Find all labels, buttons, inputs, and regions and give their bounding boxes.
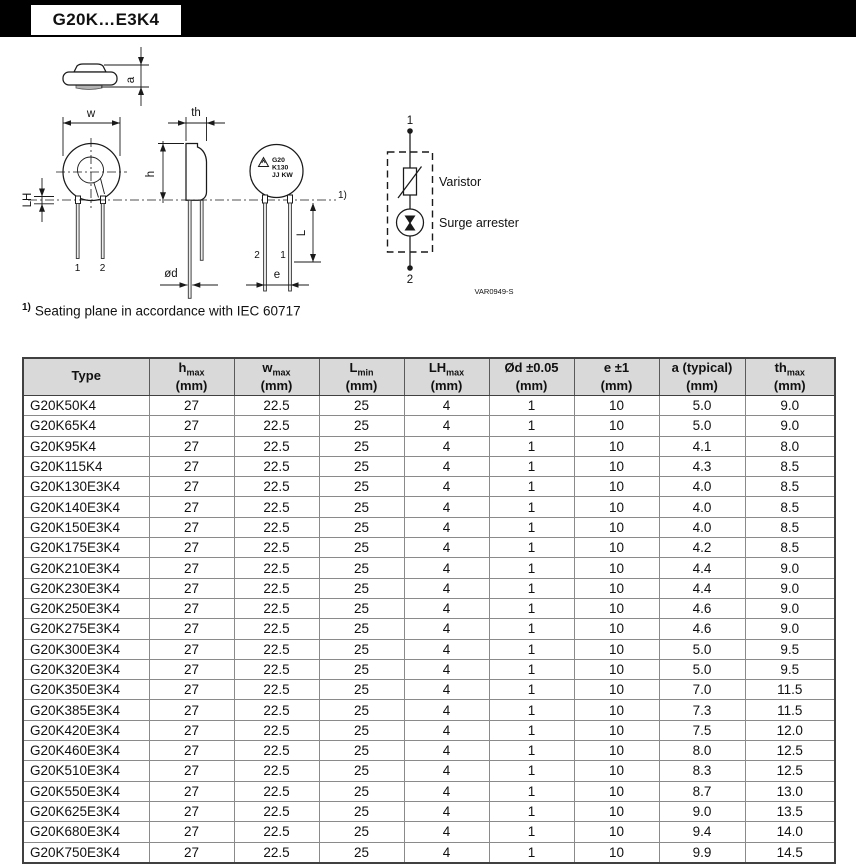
table-row	[23, 497, 835, 517]
wmax-cell: 22.5	[234, 781, 319, 801]
thmax-cell: 12.0	[745, 720, 835, 740]
diameter-cell: 1	[489, 416, 574, 436]
diameter-cell: 1	[489, 477, 574, 497]
hmax-cell: 27	[149, 517, 234, 537]
wmax-cell: 22.5	[234, 456, 319, 476]
col-header-e: e ±1 (mm)	[574, 358, 659, 395]
type-cell: G20K385E3K4	[23, 700, 149, 720]
marking-line-3: JJ KW	[272, 172, 293, 179]
type-cell: G20K130E3K4	[23, 477, 149, 497]
type-cell: G20K175E3K4	[23, 538, 149, 558]
table-row	[23, 538, 835, 558]
thmax-cell: 14.0	[745, 822, 835, 842]
lhmax-cell: 4	[404, 395, 489, 415]
thmax-cell: 9.0	[745, 558, 835, 578]
lmin-cell: 25	[319, 720, 404, 740]
col-header-lmin: $L_{min}$ (mm)	[319, 358, 404, 395]
lhmax-cell: 4	[404, 720, 489, 740]
lhmax-cell: 4	[404, 680, 489, 700]
terminal-2-dot	[407, 265, 413, 271]
a-typical-cell: 4.4	[659, 558, 745, 578]
col-header-thmax: $th_{max}$ (mm)	[745, 358, 835, 395]
dimensions-table-wrapper	[22, 357, 836, 864]
diameter-cell: 1	[489, 700, 574, 720]
hmax-cell: 27	[149, 700, 234, 720]
a-typical-cell: 5.0	[659, 659, 745, 679]
side-view	[145, 107, 225, 298]
a-typical-cell: 9.9	[659, 842, 745, 863]
front-lead-1-label: 1	[74, 263, 81, 274]
thmax-cell: 9.0	[745, 578, 835, 598]
type-cell: G20K320E3K4	[23, 659, 149, 679]
hmax-cell: 27	[149, 801, 234, 821]
table-row	[23, 619, 835, 639]
marking-line-2: K130	[272, 164, 289, 172]
lhmax-cell: 4	[404, 700, 489, 720]
dim-a-label: a	[125, 76, 137, 84]
table-row	[23, 842, 835, 863]
wmax-cell: 22.5	[234, 477, 319, 497]
col-header-diameter: Ød ±0.05 (mm)	[489, 358, 574, 395]
diameter-cell: 1	[489, 497, 574, 517]
lhmax-cell: 4	[404, 761, 489, 781]
diameter-cell: 1	[489, 619, 574, 639]
col-header-type: Type	[23, 358, 149, 395]
circuit-symbol	[388, 115, 519, 296]
lmin-cell: 25	[319, 801, 404, 821]
e-cell: 10	[574, 659, 659, 679]
terminal-1-label: 1	[406, 115, 414, 127]
diameter-cell: 1	[489, 659, 574, 679]
e-cell: 10	[574, 639, 659, 659]
lhmax-cell: 4	[404, 842, 489, 863]
lmin-cell: 25	[319, 680, 404, 700]
type-cell: G20K115K4	[23, 456, 149, 476]
front-view	[22, 108, 127, 274]
dimensions-table	[22, 357, 836, 864]
hmax-cell: 27	[149, 659, 234, 679]
thmax-cell: 9.0	[745, 395, 835, 415]
lmin-cell: 25	[319, 639, 404, 659]
page-title: G20K…E3K4	[52, 10, 160, 29]
a-typical-cell: 9.4	[659, 822, 745, 842]
table-row	[23, 578, 835, 598]
thmax-cell: 9.5	[745, 639, 835, 659]
lhmax-cell: 4	[404, 497, 489, 517]
e-cell: 10	[574, 700, 659, 720]
lmin-cell: 25	[319, 598, 404, 618]
hmax-cell: 27	[149, 497, 234, 517]
wmax-cell: 22.5	[234, 761, 319, 781]
hmax-cell: 27	[149, 822, 234, 842]
footnote	[22, 302, 301, 319]
figure-id: VAR0949-S	[474, 287, 514, 296]
diameter-cell: 1	[489, 781, 574, 801]
e-cell: 10	[574, 801, 659, 821]
thmax-cell: 8.5	[745, 477, 835, 497]
wmax-cell: 22.5	[234, 416, 319, 436]
lhmax-cell: 4	[404, 822, 489, 842]
a-typical-cell: 4.0	[659, 517, 745, 537]
diameter-cell: 1	[489, 578, 574, 598]
dim-h-label: h	[145, 170, 157, 178]
wmax-cell: 22.5	[234, 700, 319, 720]
wmax-cell: 22.5	[234, 680, 319, 700]
type-cell: G20K460E3K4	[23, 741, 149, 761]
e-cell: 10	[574, 578, 659, 598]
type-cell: G20K140E3K4	[23, 497, 149, 517]
a-typical-cell: 5.0	[659, 395, 745, 415]
table-row	[23, 395, 835, 415]
wmax-cell: 22.5	[234, 639, 319, 659]
e-cell: 10	[574, 517, 659, 537]
e-cell: 10	[574, 598, 659, 618]
thmax-cell: 8.5	[745, 517, 835, 537]
a-typical-cell: 8.0	[659, 741, 745, 761]
lhmax-cell: 4	[404, 477, 489, 497]
wmax-cell: 22.5	[234, 578, 319, 598]
lmin-cell: 25	[319, 822, 404, 842]
thmax-cell: 8.5	[745, 497, 835, 517]
top-banner	[0, 0, 856, 37]
e-cell: 10	[574, 395, 659, 415]
col-header-lhmax: $LH_{max}$ (mm)	[404, 358, 489, 395]
thmax-cell: 9.5	[745, 659, 835, 679]
hmax-cell: 27	[149, 558, 234, 578]
table-row	[23, 700, 835, 720]
type-cell: G20K250E3K4	[23, 598, 149, 618]
diameter-cell: 1	[489, 822, 574, 842]
lmin-cell: 25	[319, 761, 404, 781]
a-typical-cell: 9.0	[659, 801, 745, 821]
type-cell: G20K510E3K4	[23, 761, 149, 781]
diameter-cell: 1	[489, 761, 574, 781]
diameter-cell: 1	[489, 395, 574, 415]
lhmax-cell: 4	[404, 801, 489, 821]
table-row	[23, 436, 835, 456]
lmin-cell: 25	[319, 781, 404, 801]
a-typical-cell: 4.2	[659, 538, 745, 558]
a-typical-cell: 8.3	[659, 761, 745, 781]
table-row	[23, 416, 835, 436]
thmax-cell: 11.5	[745, 700, 835, 720]
thmax-cell: 14.5	[745, 842, 835, 863]
lhmax-cell: 4	[404, 558, 489, 578]
type-cell: G20K210E3K4	[23, 558, 149, 578]
diameter-cell: 1	[489, 538, 574, 558]
wmax-cell: 22.5	[234, 720, 319, 740]
hmax-cell: 27	[149, 416, 234, 436]
lmin-cell: 25	[319, 558, 404, 578]
e-cell: 10	[574, 497, 659, 517]
lmin-cell: 25	[319, 741, 404, 761]
lmin-cell: 25	[319, 436, 404, 456]
surge-arrester-label: Surge arrester	[439, 216, 519, 230]
thmax-cell: 8.5	[745, 456, 835, 476]
table-row	[23, 822, 835, 842]
hmax-cell: 27	[149, 741, 234, 761]
lmin-cell: 25	[319, 497, 404, 517]
table-row	[23, 639, 835, 659]
hmax-cell: 27	[149, 639, 234, 659]
e-cell: 10	[574, 456, 659, 476]
lmin-cell: 25	[319, 578, 404, 598]
table-header-row	[23, 358, 835, 395]
table-row	[23, 741, 835, 761]
table-row	[23, 558, 835, 578]
marked-lead-1-label: 1	[280, 250, 286, 261]
wmax-cell: 22.5	[234, 395, 319, 415]
type-cell: G20K150E3K4	[23, 517, 149, 537]
e-cell: 10	[574, 741, 659, 761]
table-row	[23, 720, 835, 740]
lmin-cell: 25	[319, 842, 404, 863]
e-cell: 10	[574, 761, 659, 781]
thmax-cell: 8.0	[745, 436, 835, 456]
lmin-cell: 25	[319, 517, 404, 537]
hmax-cell: 27	[149, 477, 234, 497]
col-header-a-typical: a (typical) (mm)	[659, 358, 745, 395]
part-number-box	[31, 5, 181, 35]
a-typical-cell: 5.0	[659, 639, 745, 659]
e-cell: 10	[574, 416, 659, 436]
footnote-ref: 1)	[22, 302, 31, 313]
lhmax-cell: 4	[404, 659, 489, 679]
e-cell: 10	[574, 720, 659, 740]
a-typical-cell: 4.3	[659, 456, 745, 476]
dim-l-label: L	[296, 229, 308, 237]
diameter-cell: 1	[489, 801, 574, 821]
hmax-cell: 27	[149, 720, 234, 740]
table-row	[23, 801, 835, 821]
table-row	[23, 761, 835, 781]
e-cell: 10	[574, 781, 659, 801]
a-typical-cell: 4.4	[659, 578, 745, 598]
hmax-cell: 27	[149, 761, 234, 781]
hmax-cell: 27	[149, 842, 234, 863]
a-typical-cell: 4.0	[659, 477, 745, 497]
lmin-cell: 25	[319, 700, 404, 720]
wmax-cell: 22.5	[234, 822, 319, 842]
component-drawing	[0, 40, 560, 305]
type-cell: G20K420E3K4	[23, 720, 149, 740]
thmax-cell: 13.5	[745, 801, 835, 821]
a-typical-cell: 7.5	[659, 720, 745, 740]
e-cell: 10	[574, 619, 659, 639]
thmax-cell: 9.0	[745, 619, 835, 639]
table-row	[23, 659, 835, 679]
dim-od-label: ød	[164, 268, 178, 280]
lhmax-cell: 4	[404, 578, 489, 598]
wmax-cell: 22.5	[234, 741, 319, 761]
footnote-text: Seating plane in accordance with IEC 60717	[34, 303, 301, 319]
dim-th-label: th	[191, 107, 201, 119]
lhmax-cell: 4	[404, 781, 489, 801]
hmax-cell: 27	[149, 456, 234, 476]
diameter-cell: 1	[489, 842, 574, 863]
a-typical-cell: 4.1	[659, 436, 745, 456]
wmax-cell: 22.5	[234, 842, 319, 863]
diameter-cell: 1	[489, 598, 574, 618]
lmin-cell: 25	[319, 659, 404, 679]
lhmax-cell: 4	[404, 639, 489, 659]
wmax-cell: 22.5	[234, 497, 319, 517]
wmax-cell: 22.5	[234, 619, 319, 639]
type-cell: G20K95K4	[23, 436, 149, 456]
seating-ref-label: 1)	[338, 190, 347, 201]
a-typical-cell: 7.3	[659, 700, 745, 720]
lmin-cell: 25	[319, 456, 404, 476]
e-cell: 10	[574, 538, 659, 558]
thmax-cell: 12.5	[745, 761, 835, 781]
e-cell: 10	[574, 842, 659, 863]
wmax-cell: 22.5	[234, 801, 319, 821]
type-cell: G20K65K4	[23, 416, 149, 436]
diameter-cell: 1	[489, 639, 574, 659]
a-typical-cell: 4.0	[659, 497, 745, 517]
hmax-cell: 27	[149, 781, 234, 801]
lmin-cell: 25	[319, 416, 404, 436]
a-typical-cell: 8.7	[659, 781, 745, 801]
top-view	[63, 47, 149, 106]
terminal-2-label: 2	[406, 274, 414, 286]
diameter-cell: 1	[489, 517, 574, 537]
varistor-label: Varistor	[439, 175, 482, 189]
dim-e-label: e	[273, 269, 281, 281]
front-lead-2-label: 2	[99, 263, 106, 274]
lhmax-cell: 4	[404, 538, 489, 558]
wmax-cell: 22.5	[234, 538, 319, 558]
marking-line-1: G20	[272, 157, 285, 164]
table-row	[23, 680, 835, 700]
table-row	[23, 598, 835, 618]
table-row	[23, 456, 835, 476]
dimensions-table-body	[23, 395, 835, 862]
type-cell: G20K550E3K4	[23, 781, 149, 801]
dim-lh-label: LH	[22, 192, 34, 208]
hmax-cell: 27	[149, 538, 234, 558]
thmax-cell: 9.0	[745, 598, 835, 618]
lhmax-cell: 4	[404, 436, 489, 456]
hmax-cell: 27	[149, 578, 234, 598]
type-cell: G20K625E3K4	[23, 801, 149, 821]
wmax-cell: 22.5	[234, 558, 319, 578]
e-cell: 10	[574, 436, 659, 456]
diameter-cell: 1	[489, 436, 574, 456]
wmax-cell: 22.5	[234, 598, 319, 618]
type-cell: G20K50K4	[23, 395, 149, 415]
col-header-wmax: $w_{max}$ (mm)	[234, 358, 319, 395]
type-cell: G20K350E3K4	[23, 680, 149, 700]
e-cell: 10	[574, 822, 659, 842]
wmax-cell: 22.5	[234, 659, 319, 679]
wmax-cell: 22.5	[234, 436, 319, 456]
a-typical-cell: 7.0	[659, 680, 745, 700]
diameter-cell: 1	[489, 558, 574, 578]
lmin-cell: 25	[319, 477, 404, 497]
wmax-cell: 22.5	[234, 517, 319, 537]
lmin-cell: 25	[319, 538, 404, 558]
hmax-cell: 27	[149, 395, 234, 415]
type-cell: G20K750E3K4	[23, 842, 149, 863]
thmax-cell: 9.0	[745, 416, 835, 436]
lhmax-cell: 4	[404, 416, 489, 436]
lhmax-cell: 4	[404, 598, 489, 618]
hmax-cell: 27	[149, 680, 234, 700]
diameter-cell: 1	[489, 741, 574, 761]
marked-view	[246, 145, 321, 292]
col-header-hmax: $h_{max}$ (mm)	[149, 358, 234, 395]
table-row	[23, 517, 835, 537]
a-typical-cell: 4.6	[659, 619, 745, 639]
table-row	[23, 781, 835, 801]
type-cell: G20K300E3K4	[23, 639, 149, 659]
diameter-cell: 1	[489, 456, 574, 476]
hmax-cell: 27	[149, 598, 234, 618]
type-cell: G20K680E3K4	[23, 822, 149, 842]
thmax-cell: 12.5	[745, 741, 835, 761]
marked-lead-2-label: 2	[254, 250, 260, 261]
lhmax-cell: 4	[404, 456, 489, 476]
thmax-cell: 11.5	[745, 680, 835, 700]
e-cell: 10	[574, 680, 659, 700]
lmin-cell: 25	[319, 619, 404, 639]
a-typical-cell: 4.6	[659, 598, 745, 618]
diameter-cell: 1	[489, 680, 574, 700]
thmax-cell: 13.0	[745, 781, 835, 801]
lhmax-cell: 4	[404, 619, 489, 639]
hmax-cell: 27	[149, 436, 234, 456]
e-cell: 10	[574, 477, 659, 497]
e-cell: 10	[574, 558, 659, 578]
lmin-cell: 25	[319, 395, 404, 415]
hmax-cell: 27	[149, 619, 234, 639]
a-typical-cell: 5.0	[659, 416, 745, 436]
lhmax-cell: 4	[404, 517, 489, 537]
thmax-cell: 8.5	[745, 538, 835, 558]
table-row	[23, 477, 835, 497]
type-cell: G20K275E3K4	[23, 619, 149, 639]
lhmax-cell: 4	[404, 741, 489, 761]
diameter-cell: 1	[489, 720, 574, 740]
dim-w-label: w	[86, 108, 96, 120]
type-cell: G20K230E3K4	[23, 578, 149, 598]
